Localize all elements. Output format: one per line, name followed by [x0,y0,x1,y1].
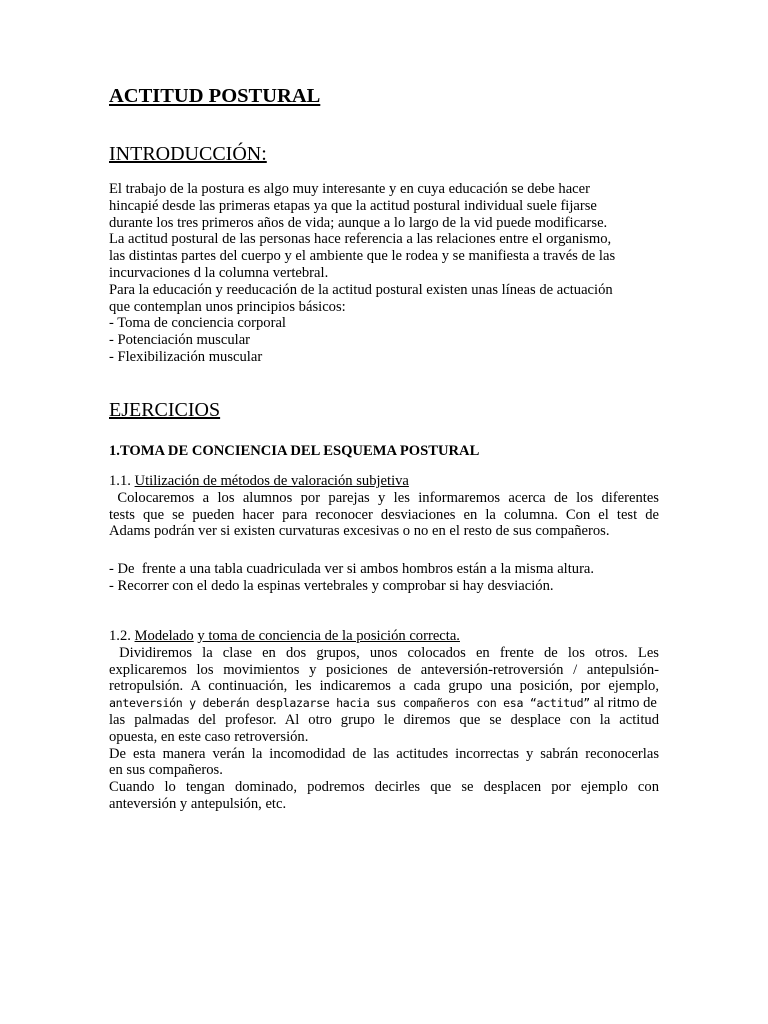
paragraph-text: al ritmo de [589,695,657,712]
intro-line: El trabajo de la postura es algo muy interesante y en cuya educación se debe hacer [109,181,590,197]
subsection-1-1-heading [109,473,659,490]
subsection-1-1-list [109,561,659,595]
subsection-1-1 [109,473,659,540]
subsection-number: 1.1. [109,473,135,489]
list-item: - Recorrer con el dedo la espinas vertebrales y comprobar si hay desviación. [109,577,554,594]
paragraph-line: en sus compañeros. [109,762,223,779]
paragraph-line-mixed [109,695,659,712]
principle-list-item: - Potenciación muscular [109,332,251,349]
paragraph-line: De esta manera verán la incomodidad de las actitudes incorrectas y sabrán reconocerlas [109,745,659,762]
paragraph-line: Adams podrán ver si existen curvaturas excesivas o no en el resto de sus compañeros. [109,523,610,540]
intro-line: hincapié desde las primeras etapas ya que la actitud postural individual suele fijarse [109,197,597,214]
paragraph-line: Cuando lo tengan dominado, podremos decirles que se desplacen por ejemplo con [109,779,659,796]
paragraph-line: Dividiremos la clase en dos grupos, unos colocados en frente de los otros. Les [109,644,659,661]
introduction-heading: INTRODUCCIÓN: [109,143,267,165]
document-title: ACTITUD POSTURAL [109,85,321,107]
intro-line: Para la educación y reeducación de la actitud postural existen unas líneas de actuación [109,281,613,298]
intro-line: que contemplan unos principios básicos: [109,298,346,315]
paragraph-line: Colocaremos a los alumnos por parejas y les informaremos acerca de los diferentes [109,489,659,506]
intro-line: durante los tres primeros años de vida; aunque a lo largo de la vid puede modificarse. [109,214,608,231]
exercises-heading: EJERCICIOS [109,399,221,421]
paragraph-line: anteversión y antepulsión, etc. [109,795,287,812]
paragraph-line: opuesta, en este caso retroversión. [109,728,309,745]
section-1-heading: 1.TOMA DE CONCIENCIA DEL ESQUEMA POSTURAL [109,443,480,459]
subsection-title-part: y toma de conciencia de la posición correcta. [197,628,460,644]
principle-list-item: - Toma de conciencia corporal [109,315,286,332]
subsection-1-2-heading [109,628,659,645]
monospace-text: anteversión y deberán desplazarse hacia sus compañeros con esa “actitud” [109,696,590,711]
subsection-title-part: Modelado [134,628,194,644]
subsection-1-1-paragraph [109,490,659,540]
list-item: - De frente a una tabla cuadriculada ver si ambos hombros están a la misma altura. [109,561,595,577]
intro-line: las distintas partes del cuerpo y el ambiente que le rodea y se manifiesta a través de las [109,248,616,265]
introduction-body [109,181,659,366]
subsection-title: Utilización de métodos de valoración subjetiva [134,473,409,489]
subsection-1-2 [109,628,659,813]
paragraph-line: explicaremos los movimientos y posiciones de anteversión-retroversión / antepulsión- [109,661,659,678]
subsection-1-2-paragraph [109,645,659,813]
intro-line: La actitud postural de las personas hace referencia a las relaciones entre el organismo, [109,231,612,248]
intro-line: incurvaciones d la columna vertebral. [109,264,329,281]
paragraph-line: las palmadas del profesor. Al otro grupo le diremos que se desplace con la actitud [109,711,659,728]
principle-list-item: - Flexibilización muscular [109,348,263,365]
paragraph-line: retropulsión. A continuación, les indicaremos a cada grupo una posición, por ejemplo, [109,678,659,695]
subsection-number: 1.2. [109,628,135,644]
paragraph-line: tests que se pueden hacer para reconocer desviaciones en la columna. Con el test de [109,506,659,523]
